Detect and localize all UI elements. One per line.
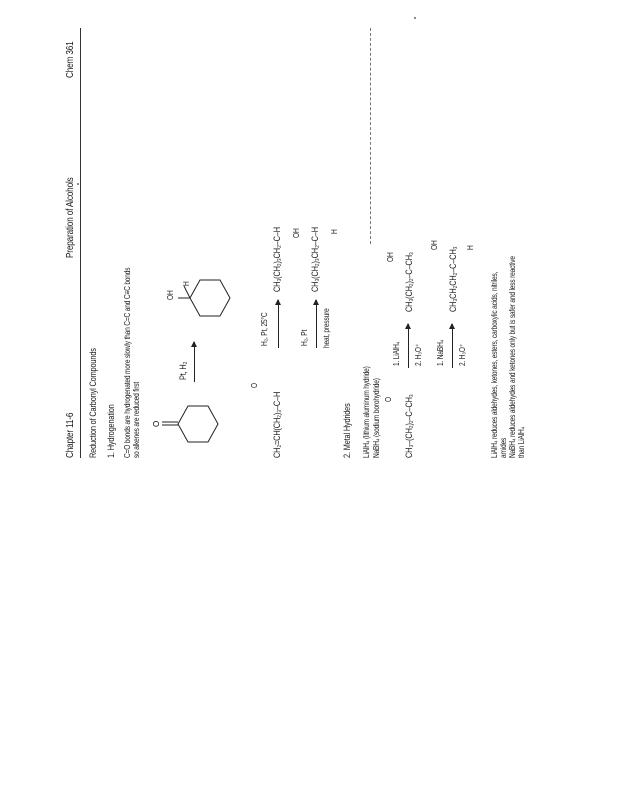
r5-arrow xyxy=(452,324,453,368)
course-label: Chem 361 xyxy=(65,41,76,78)
page-title: Preparation of Alcohols xyxy=(65,177,76,258)
r4-oh: OH xyxy=(386,252,395,262)
r4-reagent-bottom: 2. H₃O⁺ xyxy=(414,343,423,366)
r3-reagent-top: H₂, Pt xyxy=(300,329,309,346)
footer-line-2: amides xyxy=(499,437,508,458)
r4-arrow xyxy=(408,324,409,368)
dashed-divider xyxy=(370,28,371,244)
r5-product: CH₃CH₂CH₂–C–CH₃ xyxy=(448,246,458,312)
note-line-1: C=O bonds are hydrogenated more slowly than C=C and C≡C bonds xyxy=(123,267,132,458)
hydrides-line-1: LiAlH₄ (lithium aluminum hydride) xyxy=(362,366,371,458)
r2-product: CH₃(CH₂)₃CH₂–C–H xyxy=(272,227,282,292)
scan-speck xyxy=(77,183,79,185)
r1-reagent: Pt, H₂ xyxy=(178,361,188,380)
hydrides-line-2: NaBH₄ (sodium borohydride) xyxy=(372,378,381,458)
rotated-content xyxy=(60,28,575,458)
hydrogenation-heading: 1. Hydrogenation xyxy=(106,404,116,458)
r1-oh: OH xyxy=(166,290,175,300)
note-line-2: so alkenes are reduced first xyxy=(132,381,141,458)
r5-reagent-bottom: 2. H₃O⁺ xyxy=(458,343,467,366)
r3-oh: OH xyxy=(292,228,301,238)
r2-reagent: H₂, Pt, 25°C xyxy=(260,312,269,346)
scan-speck xyxy=(414,17,416,19)
footer-line-4: than LiAlH₄ xyxy=(517,426,526,458)
r3-arrow xyxy=(316,300,317,348)
svg-text:O: O xyxy=(152,420,161,427)
r2-arrow xyxy=(278,300,279,348)
r2-carbonyl-o: O xyxy=(250,383,259,388)
r5-reagent-top: 1. NaBH₄ xyxy=(436,339,445,366)
footer-line-1: LiAlH₄ reduces aldehydes, ketones, esters, carboxylic acids, nitriles, xyxy=(490,271,499,458)
r4-reagent-top: 1. LiAlH₄ xyxy=(392,341,401,366)
r4-o: O xyxy=(384,397,393,402)
r4-reactant: CH₃–(CH₂)₂–C–CH₃ xyxy=(404,394,414,458)
section-heading: Reduction of Carbonyl Compounds xyxy=(88,348,98,458)
r3-h: H xyxy=(330,229,339,234)
r3-reagent-bottom: heat, pressure xyxy=(322,308,331,348)
r1-h: H xyxy=(182,281,191,286)
footer-line-3: NaBH₄ reduces aldehydes and ketones only but is safer and less reactive xyxy=(508,256,517,458)
r5-oh: OH xyxy=(430,240,439,250)
cyclohexanone-structure xyxy=(148,394,218,454)
r2-reactant: CH₂=CH(CH₂)₃–C–H xyxy=(272,391,282,458)
r1-arrow xyxy=(194,342,195,382)
r3-product: CH₃(CH₂)₃CH₂–C–H xyxy=(310,227,320,292)
hydrides-heading: 2. Metal Hydrides xyxy=(342,403,352,458)
header-rule xyxy=(80,28,81,458)
r4-product: CH₃(CH₂)₂–C–CH₃ xyxy=(404,252,414,312)
r5-h: H xyxy=(466,245,475,250)
chapter-label: Chapter 11-6 xyxy=(65,412,76,458)
